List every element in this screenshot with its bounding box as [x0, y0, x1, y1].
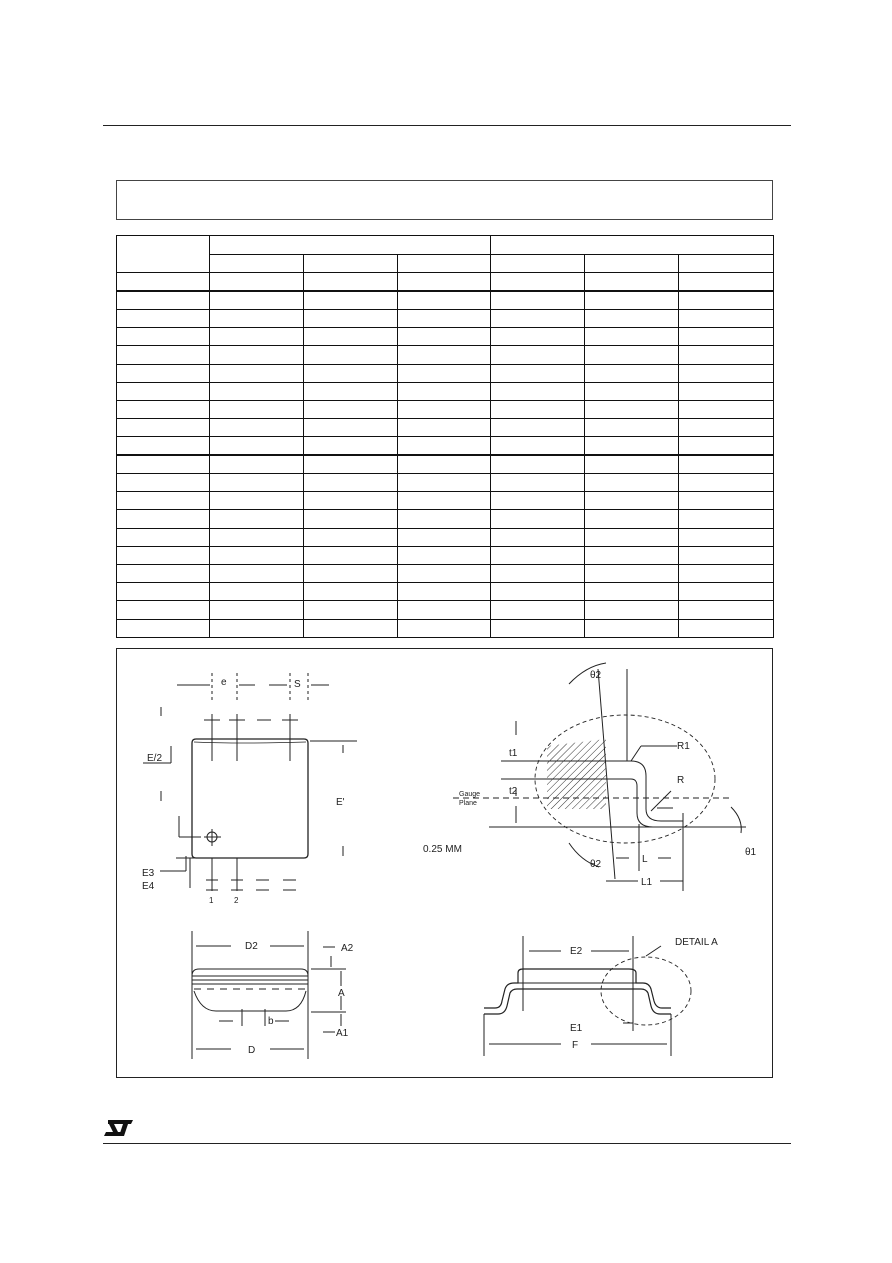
label-e1-top: E'	[336, 797, 345, 808]
dimension-table	[116, 235, 774, 638]
label-theta2-top: θ2	[590, 670, 602, 681]
label-t2: t2	[509, 786, 518, 797]
table-subheader-row	[117, 255, 774, 273]
table-row	[117, 419, 774, 437]
table-row	[117, 309, 774, 327]
table-row	[117, 601, 774, 619]
footer-rule	[103, 1143, 791, 1144]
package-drawing-box	[116, 648, 773, 1078]
label-e-half: E/2	[147, 753, 163, 764]
label-r: R	[677, 775, 685, 786]
table-row	[117, 400, 774, 418]
header-dim-cell	[117, 236, 210, 273]
label-e: e	[221, 677, 227, 688]
label-e3: E3	[142, 868, 155, 879]
table-title-box	[116, 180, 773, 220]
label-r1: R1	[677, 741, 690, 752]
table-row	[117, 437, 774, 455]
header-inch-cell	[491, 236, 774, 255]
table-row	[117, 619, 774, 637]
package-outline-drawing	[117, 649, 774, 1079]
label-theta1: θ1	[745, 847, 757, 858]
table-row	[117, 510, 774, 528]
table-row	[117, 473, 774, 491]
label-l1: L1	[641, 877, 653, 888]
label-f: F	[572, 1040, 579, 1051]
table-row	[117, 346, 774, 364]
table-row	[117, 273, 774, 291]
label-theta2-bottom: θ2	[590, 859, 602, 870]
label-a2: A2	[341, 943, 354, 954]
table-header-row	[117, 236, 774, 255]
table-row	[117, 455, 774, 473]
label-a1: A1	[336, 1028, 349, 1039]
label-plane: Plane	[459, 800, 477, 807]
table-row	[117, 546, 774, 564]
table-row	[117, 564, 774, 582]
label-e1-bottom: E1	[570, 1023, 583, 1034]
label-l: L	[642, 854, 648, 865]
label-d2: D2	[245, 941, 258, 952]
label-pin-1: 1	[209, 896, 214, 905]
header-mm-cell	[210, 236, 491, 255]
label-e2: E2	[570, 946, 583, 957]
label-s: S	[294, 679, 301, 690]
table-row	[117, 364, 774, 382]
label-gauge: Gauge	[459, 791, 481, 798]
table-row	[117, 528, 774, 546]
label-pin-2: 2	[234, 896, 239, 905]
label-detail-a: DETAIL A	[675, 937, 718, 948]
table-row	[117, 492, 774, 510]
label-a: A	[338, 988, 345, 999]
st-logo-icon	[104, 1119, 134, 1137]
header-rule	[103, 125, 791, 126]
label-t1: t1	[509, 748, 518, 759]
table-row	[117, 583, 774, 601]
label-b: b	[268, 1016, 274, 1027]
table-row	[117, 291, 774, 309]
label-mm: 0.25 MM	[423, 844, 462, 855]
table-row	[117, 328, 774, 346]
label-d: D	[248, 1045, 256, 1056]
table-row	[117, 382, 774, 400]
label-e4: E4	[142, 881, 155, 892]
